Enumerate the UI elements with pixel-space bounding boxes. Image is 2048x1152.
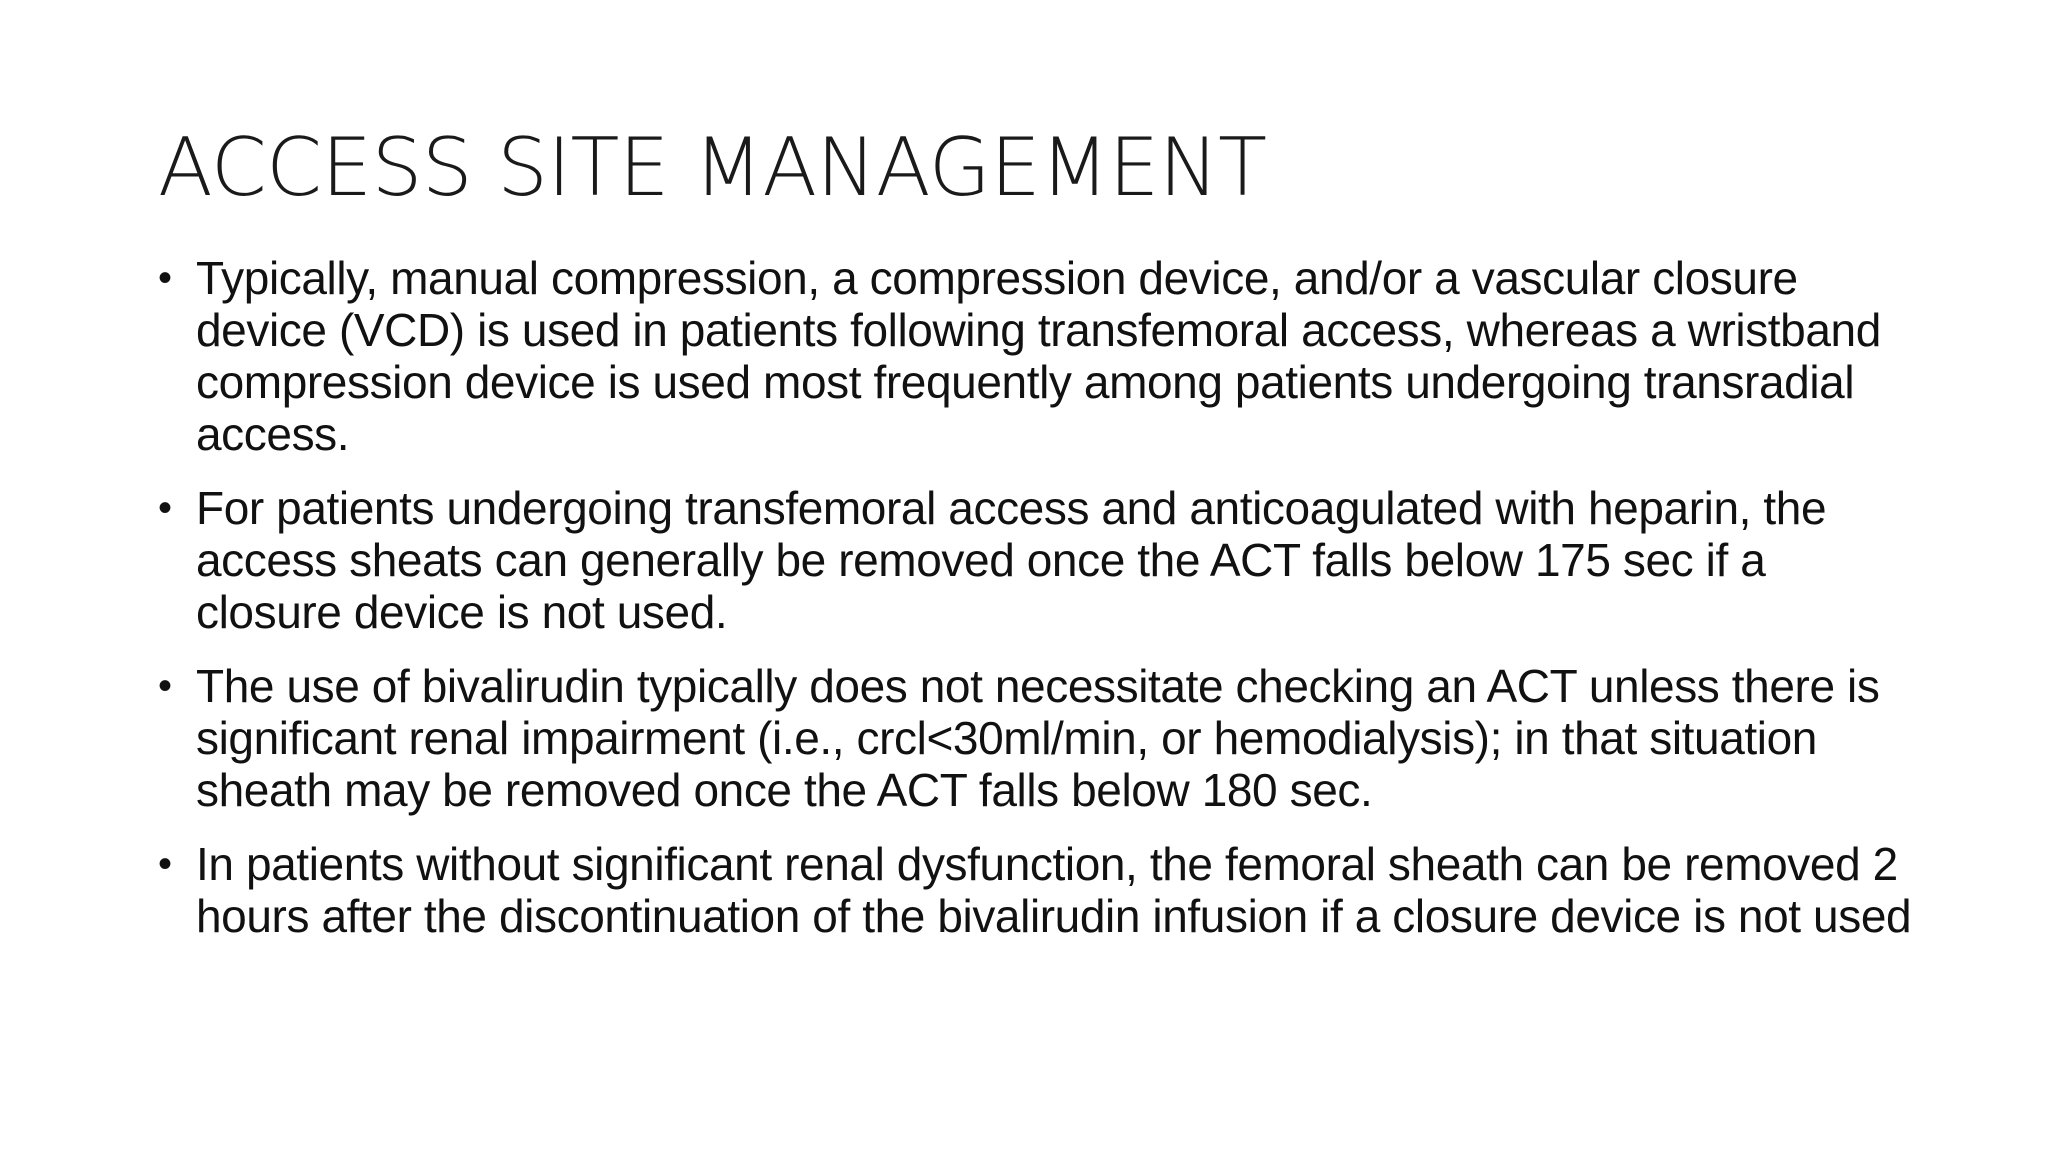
bullet-list [158,252,1918,964]
slide-title: ACCESS SITE MANAGEMENT [158,121,1267,214]
bullet-marker: • [158,664,172,708]
bullet-marker: • [158,486,172,530]
bullet-text: In patients without significant renal dysfunction, the femoral sheath can be removed 2 hours after the discontinuation of the bivalirudin infusion if a closure device is not used [196,838,1912,942]
bullet-item [158,660,1918,816]
bullet-marker: • [158,842,172,886]
bullet-item [158,252,1918,460]
bullet-item [158,838,1918,942]
bullet-text: The use of bivalirudin typically does not necessitate checking an ACT unless there is significant renal impairment (i.e., crcl<30ml/min, or hemodialysis); in that situation sheath may be removed once the ACT falls below 180 sec. [196,660,1880,816]
bullet-item [158,482,1918,638]
bullet-marker: • [158,256,172,300]
bullet-text: For patients undergoing transfemoral access and anticoagulated with heparin, the access sheats can generally be removed once the ACT falls below 175 sec if a closure device is not used. [196,482,1827,638]
bullet-text: Typically, manual compression, a compression device, and/or a vascular closure device (VCD) is used in patients following transfemoral access, whereas a wristband compression device is used most frequently among patients undergoing transradial access. [196,252,1881,460]
